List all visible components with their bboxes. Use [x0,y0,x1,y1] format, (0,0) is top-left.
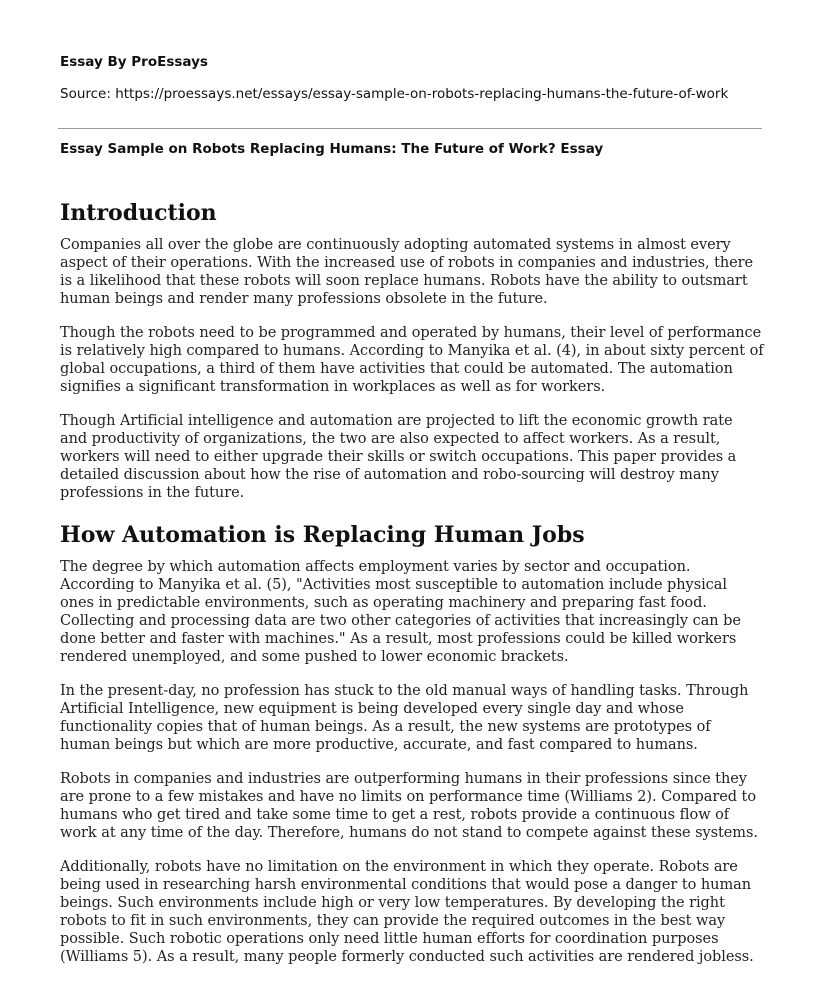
essay-title: Essay Sample on Robots Replacing Humans: The Future of Work? Essay [60,141,604,157]
section-heading-introduction: Introduction [60,200,217,226]
section-heading-automation: How Automation is Replacing Human Jobs [60,522,585,548]
source-line: Source: https://proessays.net/essays/essay-sample-on-robots-replacing-humans-the-future-of-work [60,86,729,102]
paragraph: In the present-day, no profession has stuck to the old manual ways of handling tasks. Through Artificial Intelligence, new equipment is being developed every single day and whose functionality copies that of human beings. As a result, the new systems are prototypes of human beings but which are more productive, accurate, and fast compared to humans. [60,683,749,753]
essay-body [60,196,764,982]
paragraph: Though Artificial intelligence and automation are projected to lift the economic growth rate and productivity of organizations, the two are also expected to affect workers. As a result, workers will need to either upgrade their skills or switch occupations. This paper provides a detailed discussion about how the rise of automation and robo-sourcing will destroy many professions in the future. [60,413,737,501]
publisher-name: Essay By ProEssays [60,54,208,70]
paragraph: Robots in companies and industries are outperforming humans in their professions since they are prone to a few mistakes and have no limits on performance time (Williams 2). Compared to humans who get tired and take some time to get a rest, robots provide a continuous flow of work at any time of the day. Therefore, humans do not stand to compete against these systems. [60,771,758,841]
paragraph: Additionally, robots have no limitation on the environment in which they operate. Robots are being used in researching harsh environmental conditions that would pose a danger to human beings. Such environments include high or very low temperatures. By developing the right robots to fit in such environments, they can provide the required outcomes in the best way possible. Such robotic operations only need little human efforts for coordination purposes (Williams 5). As a result, many people formerly conducted such activities are rendered jobless. [60,859,754,965]
header-divider [58,128,762,129]
paragraph: Companies all over the globe are continuously adopting automated systems in almost every aspect of their operations. With the increased use of robots in companies and industries, there is a likelihood that these robots will soon replace humans. Robots have the ability to outsmart human beings and render many professions obsolete in the future. [60,237,754,307]
paragraph: Though the robots need to be programmed and operated by humans, their level of performance is relatively high compared to humans. According to Manyika et al. (4), in about sixty percent of global occupations, a third of them have activities that could be automated. The automation signifies a significant transformation in workplaces as well as for workers. [60,325,764,395]
paragraph: The degree by which automation affects employment varies by sector and occupation. According to Manyika et al. (5), "Activities most susceptible to automation include physical ones in predictable environments, such as operating machinery and preparing fast food. Collecting and processing data are two other categories of activities that increasingly can be done better and faster with machines." As a result, most professions could be killed workers rendered unemployed, and some pushed to lower economic brackets. [60,559,741,665]
